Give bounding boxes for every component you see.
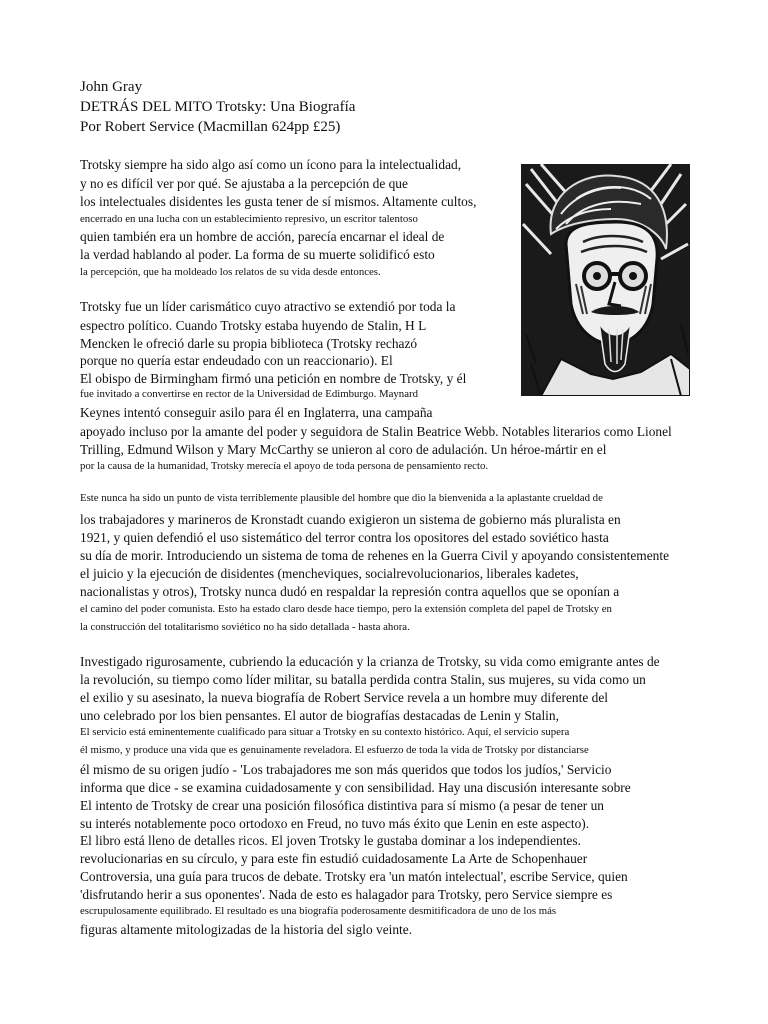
body-line: su día de morir. Introduciendo un sistema de toma de rehenes en la Guerra Civil y apoyando consistentemente: [80, 548, 670, 563]
body-line: su interés notablemente poco ortodoxo en Freud, no tuvo más éxito que Lenin en este aspecto).: [80, 816, 590, 831]
body-line: Trotsky siempre ha sido algo así como un ícono para la intelectualidad,: [80, 157, 462, 172]
body-line: quien también era un hombre de acción, parecía encarnar el ideal de: [80, 229, 445, 244]
body-line: Este nunca ha sido un punto de vista terriblemente plausible del hombre que dio la bienvenida a la aplastante crueldad de: [80, 492, 603, 504]
body-line: Trotsky fue un líder carismático cuyo atractivo se extendió por toda la: [80, 299, 456, 314]
body-line: por la causa de la humanidad, Trotsky merecía el apoyo de toda persona de pensamiento recto.: [80, 460, 489, 472]
body-line: fue invitado a convertirse en rector de la Universidad de Edimburgo. Maynard: [80, 388, 418, 400]
body-line: Investigado rigurosamente, cubriendo la educación y la crianza de Trotsky, su vida como emigrante antes de: [80, 654, 660, 669]
body-line: la construcción del totalitarismo soviético no ha sido detallada - hasta ahora.: [80, 621, 410, 633]
body-line: revolucionarias en su círculo, y para este fin estudió cuidadosamente La Arte de Schopenhauer: [80, 851, 588, 866]
body-line: El obispo de Birmingham firmó una petición en nombre de Trotsky, y él: [80, 371, 467, 386]
body-line: el exilio y su asesinato, la nueva biografía de Robert Service revela a un hombre muy diferente del: [80, 690, 608, 705]
book-title: DETRÁS DEL MITO Trotsky: Una Biografía: [80, 99, 356, 115]
body-line: 1921, y quien defendió el uso sistemático del terror contra los opositores del estado soviético hasta: [80, 530, 609, 545]
author-name: John Gray: [80, 79, 143, 95]
body-line: Trilling, Edmund Wilson y Mary McCarthy se unieron al coro de adulación. Un héroe-mártir en el: [80, 442, 607, 457]
body-line: 'disfrutando herir a sus oponentes'. Nada de esto es halagador para Trotsky, pero Service siempre es: [80, 887, 613, 902]
body-line: informa que dice - se examina cuidadosamente y con sensibilidad. Hay una discusión interesante sobre: [80, 780, 631, 795]
body-line: la revolución, su tiempo como líder militar, su batalla perdida contra Stalin, sus mujeres, su vida como un: [80, 672, 646, 687]
body-line: la percepción, que ha moldeado los relatos de su vida desde entonces.: [80, 266, 381, 278]
body-line: el camino del poder comunista. Esto ha estado claro desde hace tiempo, pero la extensión completa del papel de Trotsky en: [80, 603, 612, 615]
body-line: El servicio está eminentemente cualificado para situar a Trotsky en su contexto histórico. Aquí, el servicio supera: [80, 726, 570, 738]
book-byline: Por Robert Service (Macmillan 624pp £25): [80, 119, 341, 135]
body-line: porque no quería estar endeudado con un reaccionario). El: [80, 353, 393, 368]
body-line: figuras altamente mitologizadas de la historia del siglo veinte.: [80, 922, 413, 937]
trotsky-portrait-icon: [521, 164, 690, 396]
body-line: El libro está lleno de detalles ricos. El joven Trotsky le gustaba dominar a los independientes.: [80, 833, 581, 848]
body-line: los trabajadores y marineros de Kronstadt cuando exigieron un sistema de gobierno más pluralista en: [80, 512, 621, 527]
body-line: Controversia, una guía para trucos de debate. Trotsky era 'un matón intelectual', escribe Service, quien: [80, 869, 628, 884]
body-line: él mismo, y produce una vida que es genuinamente reveladora. El esfuerzo de toda la vida de Trotsky por distanciarse: [80, 744, 589, 756]
body-line: El intento de Trotsky de crear una posición filosófica distintiva para sí mismo (a pesar de tener un: [80, 798, 604, 813]
body-line: el juicio y la ejecución de disidentes (mencheviques, socialrevolucionarios, liberales kadetes,: [80, 566, 579, 581]
body-line: escrupulosamente equilibrado. El resultado es una biografía poderosamente desmitificadora de uno de los más: [80, 905, 557, 917]
body-line: espectro político. Cuando Trotsky estaba huyendo de Stalin, H L: [80, 318, 427, 333]
body-line: la verdad hablando al poder. La forma de su muerte solidificó esto: [80, 247, 435, 262]
body-line: Mencken le ofreció darle su propia biblioteca (Trotsky rechazó: [80, 336, 418, 351]
body-line: y no es difícil ver por qué. Se ajustaba a la percepción de que: [80, 176, 408, 191]
body-line: él mismo de su origen judío - 'Los trabajadores me son más queridos que todos los judíos,' Servicio: [80, 762, 612, 777]
body-line: los intelectuales disidentes les gusta tener de sí mismos. Altamente cultos,: [80, 194, 477, 209]
body-line: nacionalistas y otros), Trotsky nunca dudó en respaldar la represión contra aquellos que se oponían a: [80, 584, 620, 599]
article-header: [80, 77, 355, 137]
body-line: encerrado en una lucha con un establecimiento represivo, un escritor talentoso: [80, 213, 418, 225]
body-line: uno celebrado por los bien pensantes. El autor de biografías destacadas de Lenin y Stalin,: [80, 708, 559, 723]
body-line: Keynes intentó conseguir asilo para él en Inglaterra, una campaña: [80, 405, 433, 420]
body-line: apoyado incluso por la amante del poder y seguidora de Stalin Beatrice Webb. Notables literarios como Lionel: [80, 424, 672, 439]
